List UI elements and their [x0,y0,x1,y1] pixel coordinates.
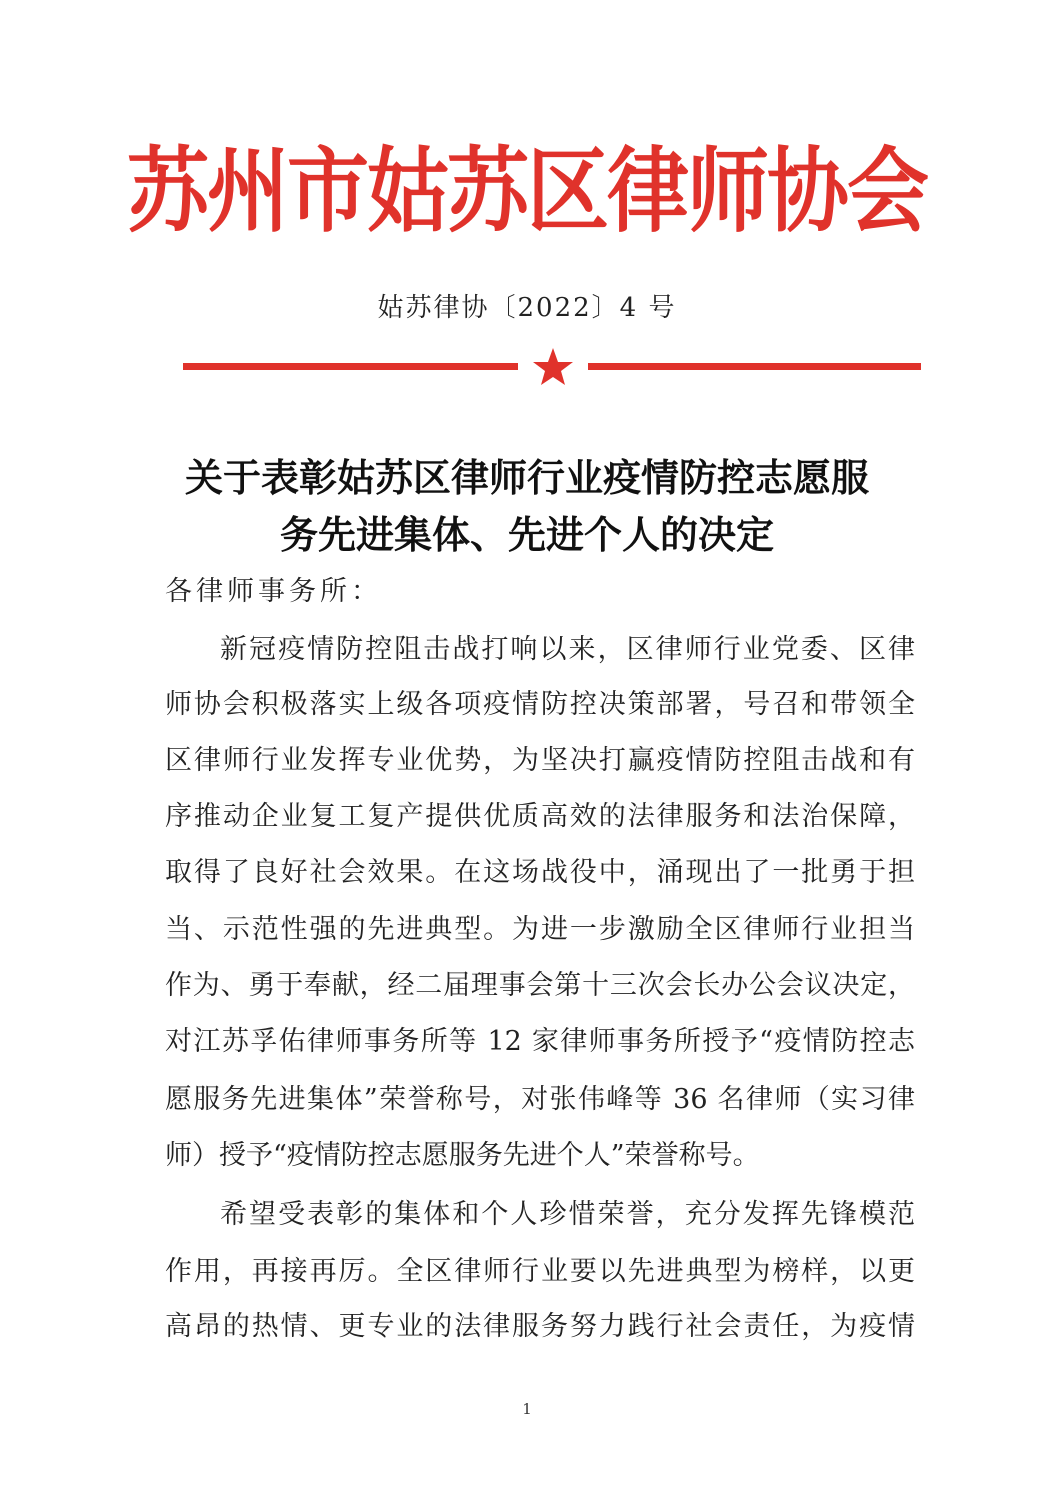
document-title-line-2: 务先进集体、先进个人的决定 [279,513,774,557]
organization-title: 苏州市姑苏区律师协会 [126,137,927,246]
body-line: 对江苏孚佑律师事务所等 12 家律师事务所授予“疫情防控志 [165,1026,915,1057]
body-line: 当、示范性强的先进典型。为进一步激励全区律师行业担当 [165,914,915,945]
body-line: 高昂的热情、更专业的法律服务努力践行社会责任，为疫情 [165,1311,915,1342]
body-line: 愿服务先进集体”荣誉称号，对张伟峰等 36 名律师（实习律 [165,1084,915,1115]
body-line: 作用，再接再厉。全区律师行业要以先进典型为榜样，以更 [165,1256,915,1287]
red-divider-left [183,363,518,370]
body-line: 新冠疫情防控阻击战打响以来，区律师行业党委、区律 [220,634,915,665]
body-line: 取得了良好社会效果。在这场战役中，涌现出了一批勇于担 [165,857,915,888]
document-number: 姑苏律协〔2022〕4 号 [377,293,677,323]
body-line: 区律师行业发挥专业优势，为坚决打赢疫情防控阻击战和有 [165,745,915,776]
page-number: 1 [522,1400,532,1418]
star-icon [531,347,575,387]
body-line: 希望受表彰的集体和个人珍惜荣誉，充分发挥先锋模范 [220,1199,915,1230]
salutation: 各律师事务所： [165,576,382,607]
body-line: 作为、勇于奉献，经二届理事会第十三次会长办公会议决定， [165,970,915,1001]
red-divider-right [588,363,921,370]
body-line: 师）授予“疫情防控志愿服务先进个人”荣誉称号。 [165,1140,760,1171]
document-title-line-1: 关于表彰姑苏区律师行业疫情防控志愿服 [184,456,869,500]
body-line: 序推动企业复工复产提供优质高效的法律服务和法治保障， [165,801,915,832]
body-line: 师协会积极落实上级各项疫情防控决策部署，号召和带领全 [165,689,915,720]
